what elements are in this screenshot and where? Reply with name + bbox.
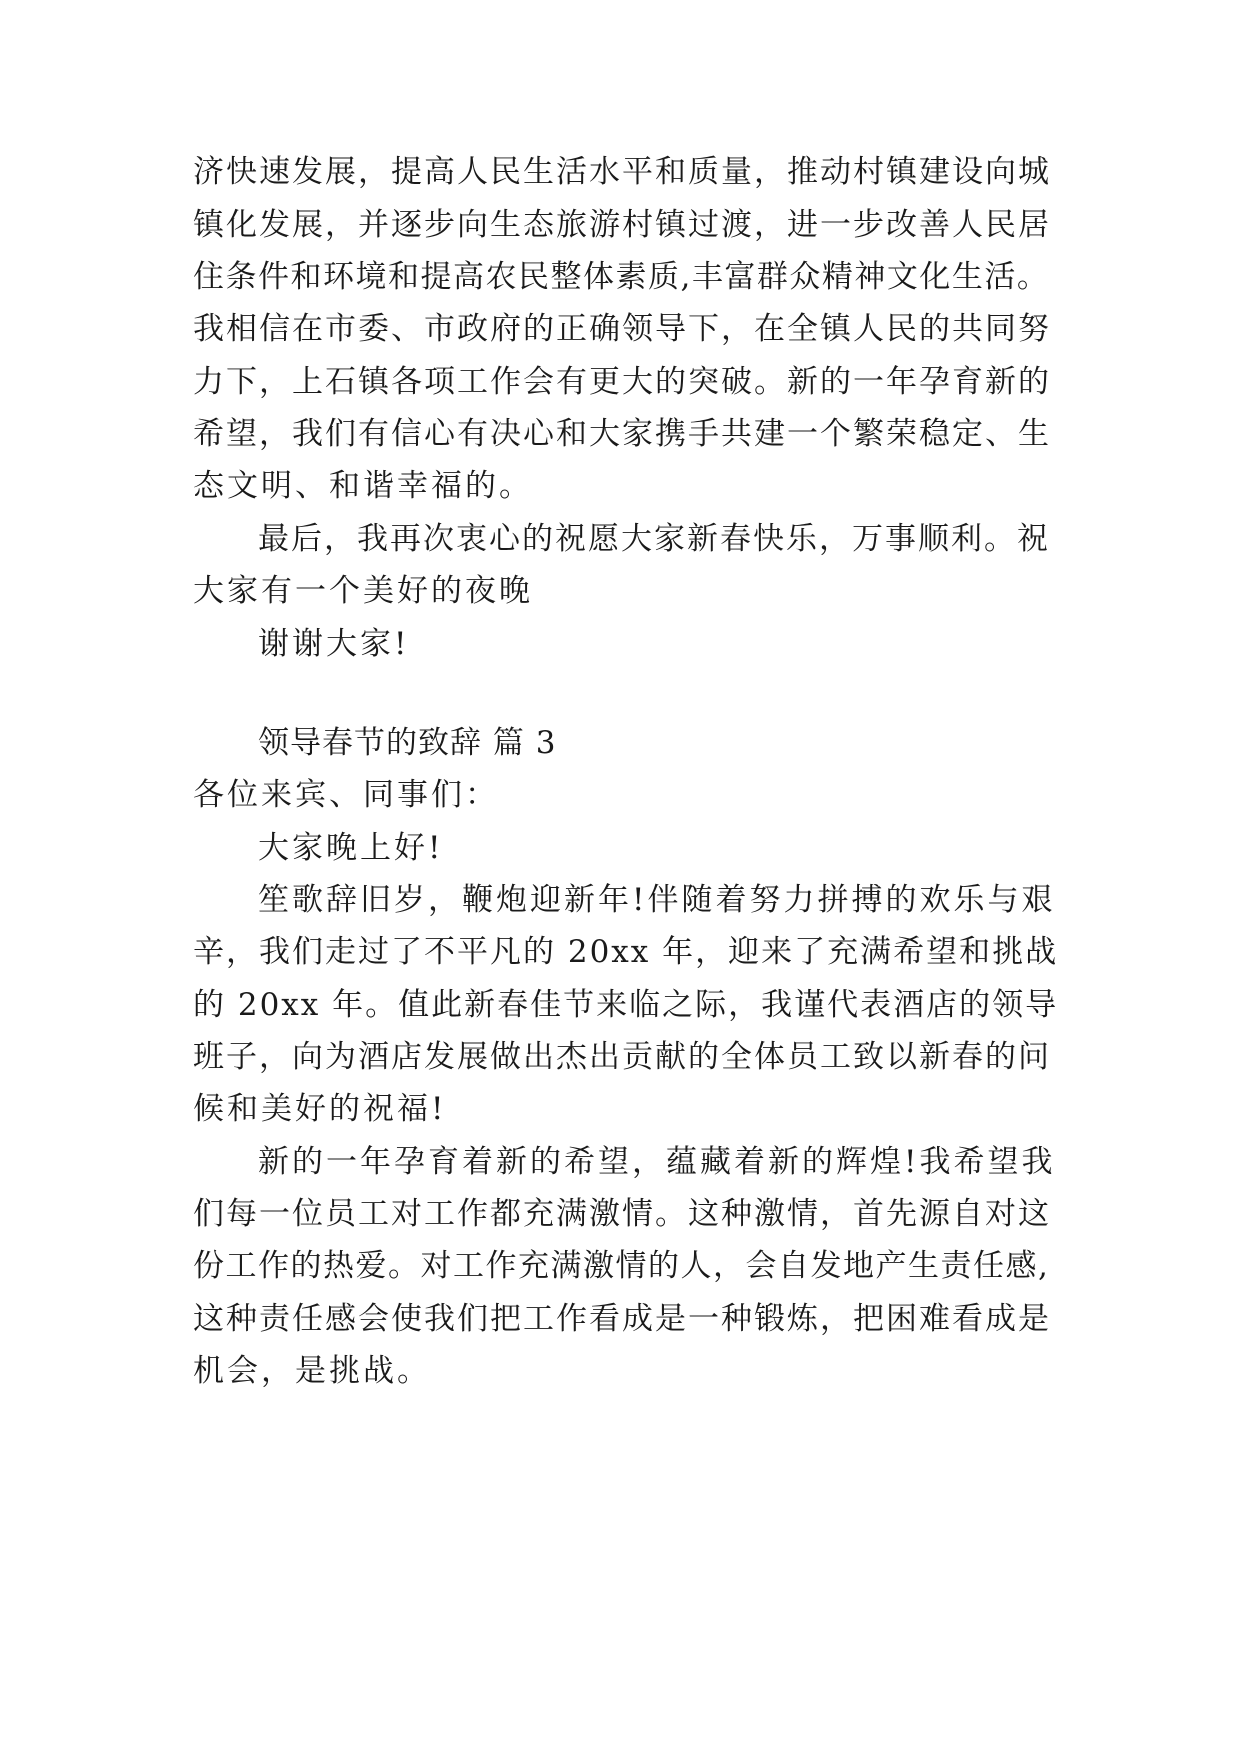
paragraph-line: 力下，上石镇各项工作会有更大的突破。新的一年孕育新的: [193, 364, 1051, 400]
paragraph-line: 班子，向为酒店发展做出杰出贡献的全体员工致以新春的问: [193, 1039, 1051, 1075]
paragraph-line: 这种责任感会使我们把工作看成是一种锻炼，把困难看成是: [193, 1301, 1051, 1337]
paragraph-line: 候和美好的祝福!: [193, 1091, 447, 1127]
paragraph-line: 的 20xx 年。值此新春佳节来临之际，我谨代表酒店的领导: [193, 987, 1059, 1023]
salutation: 各位来宾、同事们：: [193, 777, 499, 813]
paragraph-line: 大家有一个美好的夜晚: [193, 573, 533, 609]
paragraph-line: 们每一位员工对工作都充满激情。这种激情，首先源自对这: [193, 1196, 1051, 1232]
paragraph-line: 济快速发展，提高人民生活水平和质量，推动村镇建设向城: [193, 154, 1051, 190]
paragraph-line: 谢谢大家!: [258, 626, 410, 662]
paragraph-line: 机会，是挑战。: [193, 1353, 431, 1389]
paragraph-line: 希望，我们有信心有决心和大家携手共建一个繁荣稳定、生: [193, 416, 1051, 452]
paragraph-line: 笙歌辞旧岁，鞭炮迎新年!伴随着努力拼搏的欢乐与艰: [258, 882, 1056, 918]
paragraph-line: 新的一年孕育着新的希望，蕴藏着新的辉煌!我希望我: [258, 1144, 1056, 1180]
paragraph-line: 大家晚上好!: [258, 830, 444, 866]
paragraph-line: 住条件和环境和提高农民整体素质,丰富群众精神文化生活。: [193, 259, 1050, 295]
section-title: 领导春节的致辞 篇 3: [258, 725, 557, 761]
paragraph-line: 最后，我再次衷心的祝愿大家新春快乐，万事顺利。祝: [258, 521, 1050, 557]
paragraph-line: 我相信在市委、市政府的正确领导下，在全镇人民的共同努: [193, 311, 1051, 347]
paragraph-line: 辛，我们走过了不平凡的 20xx 年，迎来了充满希望和挑战: [193, 934, 1059, 970]
paragraph-line: 镇化发展，并逐步向生态旅游村镇过渡，进一步改善人民居: [193, 207, 1051, 243]
paragraph-line: 态文明、和谐幸福的。: [193, 468, 533, 504]
paragraph-line: 份工作的热爱。对工作充满激情的人，会自发地产生责任感,: [193, 1248, 1050, 1284]
